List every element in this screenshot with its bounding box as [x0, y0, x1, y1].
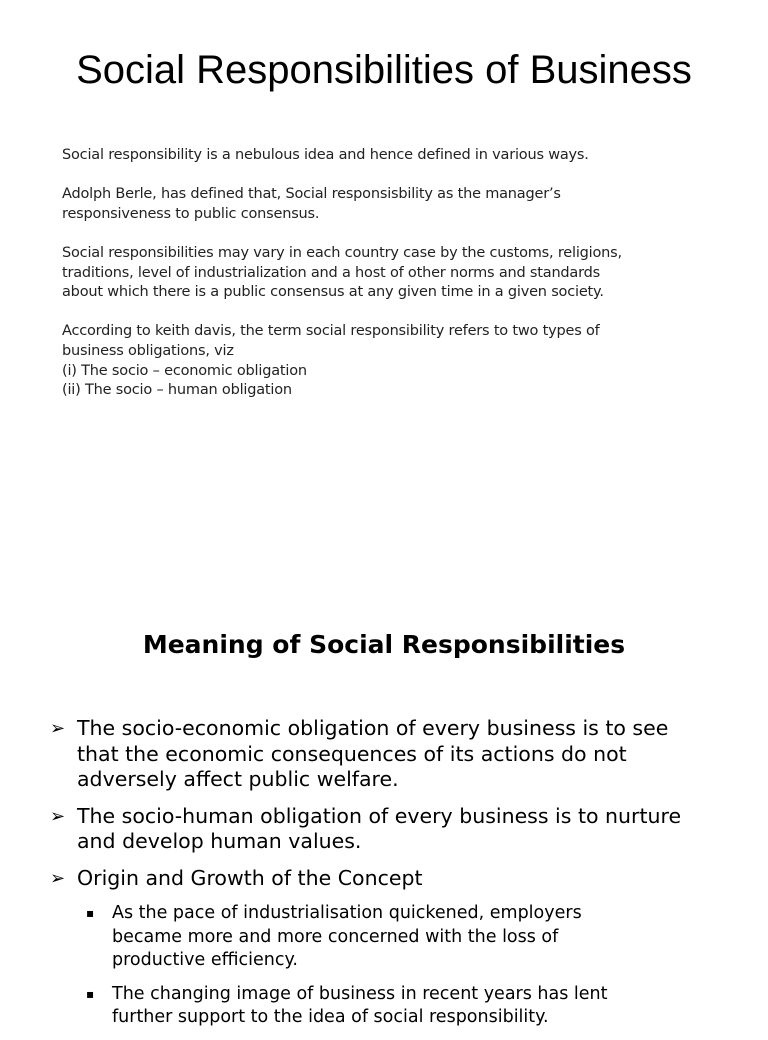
sub-bullet-list	[50, 902, 730, 1030]
slide1-title: Social Responsibilities of Business	[76, 48, 692, 92]
arrow-bullet-icon: ➢	[50, 718, 66, 739]
bullet-line: The socio-economic obligation of every business is to see	[77, 716, 669, 740]
paragraph-keith-davis	[62, 322, 702, 400]
bullet-line: The socio-human obligation of every business is to nurture	[77, 803, 682, 828]
paragraph-line: (ii) The socio – human obligation	[62, 382, 292, 399]
bullet-line: and develop human values.	[77, 829, 362, 853]
bullet-item	[50, 866, 730, 892]
bullet-line: adversely affect public welfare.	[77, 767, 399, 791]
slide1-body	[62, 146, 702, 420]
paragraph-line: about which there is a public consensus at any given time in a given society.	[62, 284, 604, 301]
paragraph-line: business obligations, viz	[62, 342, 234, 359]
sub-bullet-line: became more and more concerned with the loss of	[112, 926, 559, 947]
paragraph-berle	[62, 185, 702, 224]
bullet-item	[50, 716, 730, 793]
bullet-line: Origin and Growth of the Concept	[77, 865, 423, 890]
paragraph-country-variation	[62, 244, 702, 303]
arrow-bullet-icon: ➢	[50, 805, 66, 827]
paragraph-line: Social responsibility is a nebulous idea and hence defined in various ways.	[62, 147, 589, 163]
square-bullet-icon: ▪	[86, 906, 95, 920]
paragraph-line: responsiveness to public consensus.	[62, 205, 320, 222]
sub-bullet-line: The changing image of business in recent years has lent	[112, 983, 608, 1004]
paragraph-line: Social responsibilities may vary in each country case by the customs, religions,	[62, 244, 622, 261]
square-bullet-icon: ▪	[86, 986, 95, 1001]
bullet-item	[50, 804, 730, 855]
bullet-line: that the economic consequences of its actions do not	[77, 741, 627, 766]
bullet-list	[50, 716, 730, 1040]
sub-bullet-line: As the pace of industrialisation quickened, employers	[112, 903, 582, 923]
sub-bullet-item	[86, 983, 730, 1030]
paragraph-definition	[62, 146, 702, 166]
slide2-title: Meaning of Social Responsibilities	[142, 630, 626, 659]
sub-bullet-item	[86, 902, 730, 973]
paragraph-line: (i) The socio – economic obligation	[62, 362, 307, 379]
paragraph-line: Adolph Berle, has defined that, Social responsisbility as the manager’s	[62, 186, 561, 203]
paragraph-line: According to keith davis, the term social responsibility refers to two types of	[62, 323, 600, 340]
paragraph-line: traditions, level of industrialization and a host of other norms and standards	[62, 264, 600, 281]
arrow-bullet-icon: ➢	[50, 867, 66, 889]
sub-bullet-line: productive efficiency.	[112, 950, 298, 970]
sub-bullet-line: further support to the idea of social responsibility.	[112, 1007, 549, 1027]
